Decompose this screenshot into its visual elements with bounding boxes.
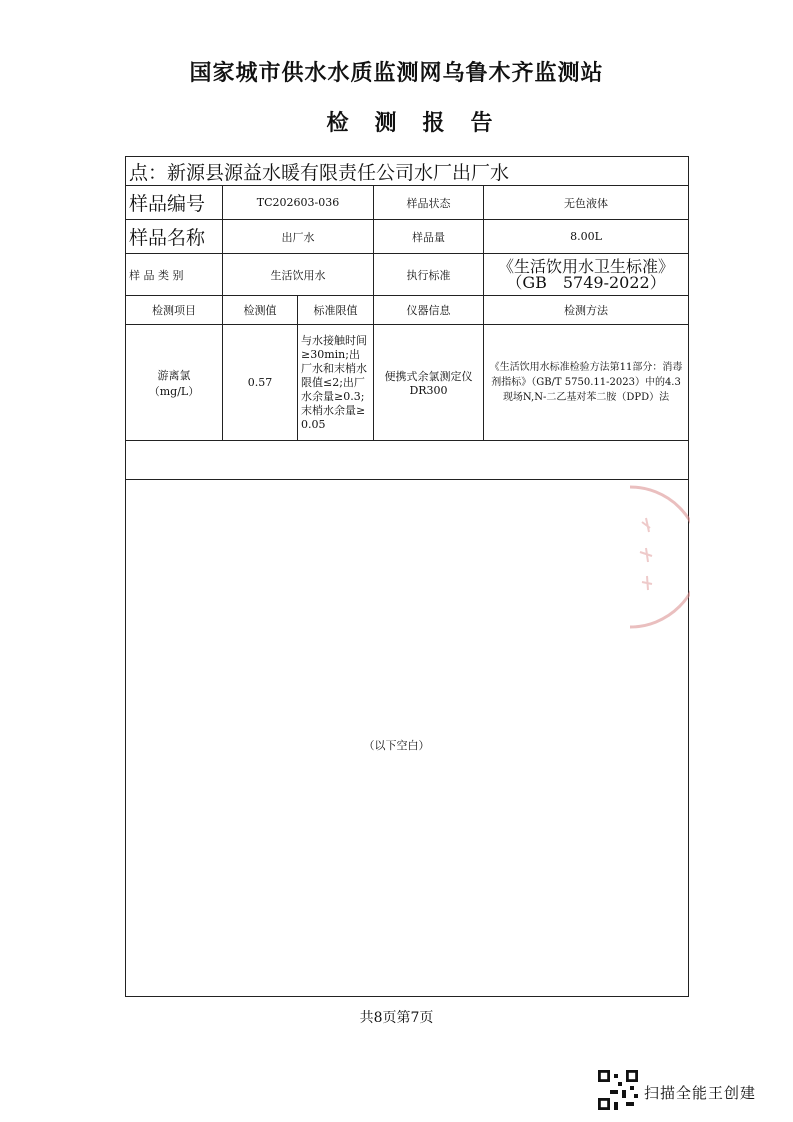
result-instrument xyxy=(374,325,484,441)
result-value: 0.57 xyxy=(223,325,298,441)
result-item-name: 游离氯 xyxy=(157,368,191,382)
sample-name-label: 样品名称 xyxy=(126,220,223,254)
result-item xyxy=(126,325,223,441)
result-method: 《生活饮用水标准检验方法第11部分：消毒剂指标》（GB/T 5750.11-2023）中的4.3现场N,N-二乙基对苯二胺（DPD）法 xyxy=(484,325,689,441)
sample-code-label: 样品编号 xyxy=(126,186,223,220)
sample-category-value: 生活饮用水 xyxy=(223,254,374,296)
instrument-name: 便携式余氯测定仪 xyxy=(384,370,473,383)
sample-code-value: TC202603-036 xyxy=(223,186,374,220)
result-limit: 与水接触时间≥30min;出厂水和末梢水限值≤2;出厂水余量≥0.3;末梢水余量≥0.05 xyxy=(298,325,374,441)
sampling-location: 点：新源县源益水暖有限责任公司水厂出厂水 xyxy=(126,157,689,186)
report-organization-title: 国家城市供水水质监测网乌鲁木齐监测站 xyxy=(189,61,604,86)
empty-row xyxy=(126,441,689,480)
result-item-unit: （mg/L） xyxy=(148,384,200,398)
col-header-limit: 标准限值 xyxy=(298,296,374,325)
standard-value xyxy=(484,254,689,296)
col-header-instrument: 仪器信息 xyxy=(374,296,484,325)
scanner-watermark: 扫描全能王创建 xyxy=(644,1084,757,1102)
standard-name: 《生活饮用水卫生标准》 xyxy=(498,256,675,276)
sample-name-value: 出厂水 xyxy=(223,220,374,254)
standard-code: （GB 5749-2022） xyxy=(506,272,666,292)
sample-category-label: 样 品 类 别 xyxy=(126,254,223,296)
standard-label: 执行标准 xyxy=(374,254,484,296)
sample-quantity-label: 样品量 xyxy=(374,220,484,254)
qr-code-icon xyxy=(598,1070,638,1110)
sample-quantity-value: 8.00L xyxy=(484,220,689,254)
sample-state-value: 无色液体 xyxy=(484,186,689,220)
instrument-model: DR300 xyxy=(409,384,448,397)
col-header-item: 检测项目 xyxy=(126,296,223,325)
sample-state-label: 样品状态 xyxy=(374,186,484,220)
blank-note: （以下空白） xyxy=(363,739,430,752)
col-header-value: 检测值 xyxy=(223,296,298,325)
report-title: 检测报告 xyxy=(326,111,519,136)
col-header-method: 检测方法 xyxy=(484,296,689,325)
page-number: 共8页第7页 xyxy=(359,1010,434,1026)
official-seal-icon xyxy=(600,482,690,632)
